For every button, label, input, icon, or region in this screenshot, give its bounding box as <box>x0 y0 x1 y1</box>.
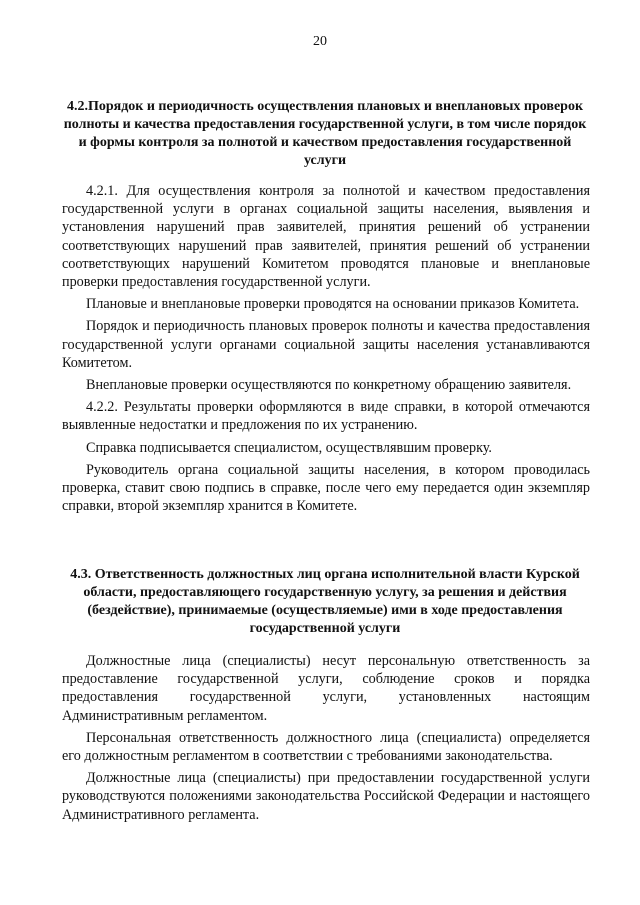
paragraph: 4.2.1. Для осуществления контроля за полнотой и качеством предоставления государственной услуги в органах социальной защиты населения, выявления и установления нарушений прав заявителей, принятия решений об устранении соответствующих нарушений прав заявителей, принятия решений об устранении соответствующих нарушений Комитетом проводятся плановые и внеплановые проверки предоставления государственной услуги. <box>62 183 590 291</box>
paragraph: Плановые и внеплановые проверки проводятся на основании приказов Комитета. <box>86 296 580 313</box>
paragraph: Порядок и периодичность плановых проверок полноты и качества предоставления государственной услуги органами социальной защиты населения устанавливаются Комитетом. <box>62 318 590 371</box>
paragraph: Должностные лица (специалисты) при предоставлении государственной услуги руководствуются положениями законодательства Российской Федерации и настоящего Административного регламента. <box>62 770 590 823</box>
paragraph: Персональная ответственность должностного лица (специалиста) определяется его должностным регламентом в соответствии с требованиями законодательства. <box>62 729 590 765</box>
section-heading-4-3: 4.3. Ответственность должностных лиц органа исполнительной власти Курской области, предоставляющего государственную услугу, за решения и действия (бездействие), принимаемые (осуществляемые) ими в ходе предоставления государственной услуги <box>70 567 580 636</box>
paragraph: Должностные лица (специалисты) несут персональную ответственность за предоставление государственной услуги, соблюдение сроков и порядка предоставления государственной услуги, установленных настоящим Административным регламентом. <box>62 653 590 724</box>
page-number: 20 <box>313 34 327 49</box>
section-body-4-2 <box>62 182 590 519</box>
section-body-4-3 <box>62 652 590 828</box>
section-heading-4-2: 4.2.Порядок и периодичность осуществления плановых и внеплановых проверок полноты и качества предоставления государственной услуги, в том числе порядок и формы контроля за полнотой и качеством предоставления государственной услуги <box>63 99 587 168</box>
paragraph: Справка подписывается специалистом, осуществлявшим проверку. <box>86 439 492 456</box>
paragraph: Руководитель органа социальной защиты населения, в котором проводилась проверка, ставит свою подпись в справке, после чего ему передается один экземпляр справки, второй экземпляр хранится в Комитете. <box>62 461 590 515</box>
paragraph: Внеплановые проверки осуществляются по конкретному обращению заявителя. <box>86 377 572 394</box>
paragraph: 4.2.2. Результаты проверки оформляются в виде справки, в которой отмечаются выявленные недостатки и предложения по их устранению. <box>62 399 590 434</box>
